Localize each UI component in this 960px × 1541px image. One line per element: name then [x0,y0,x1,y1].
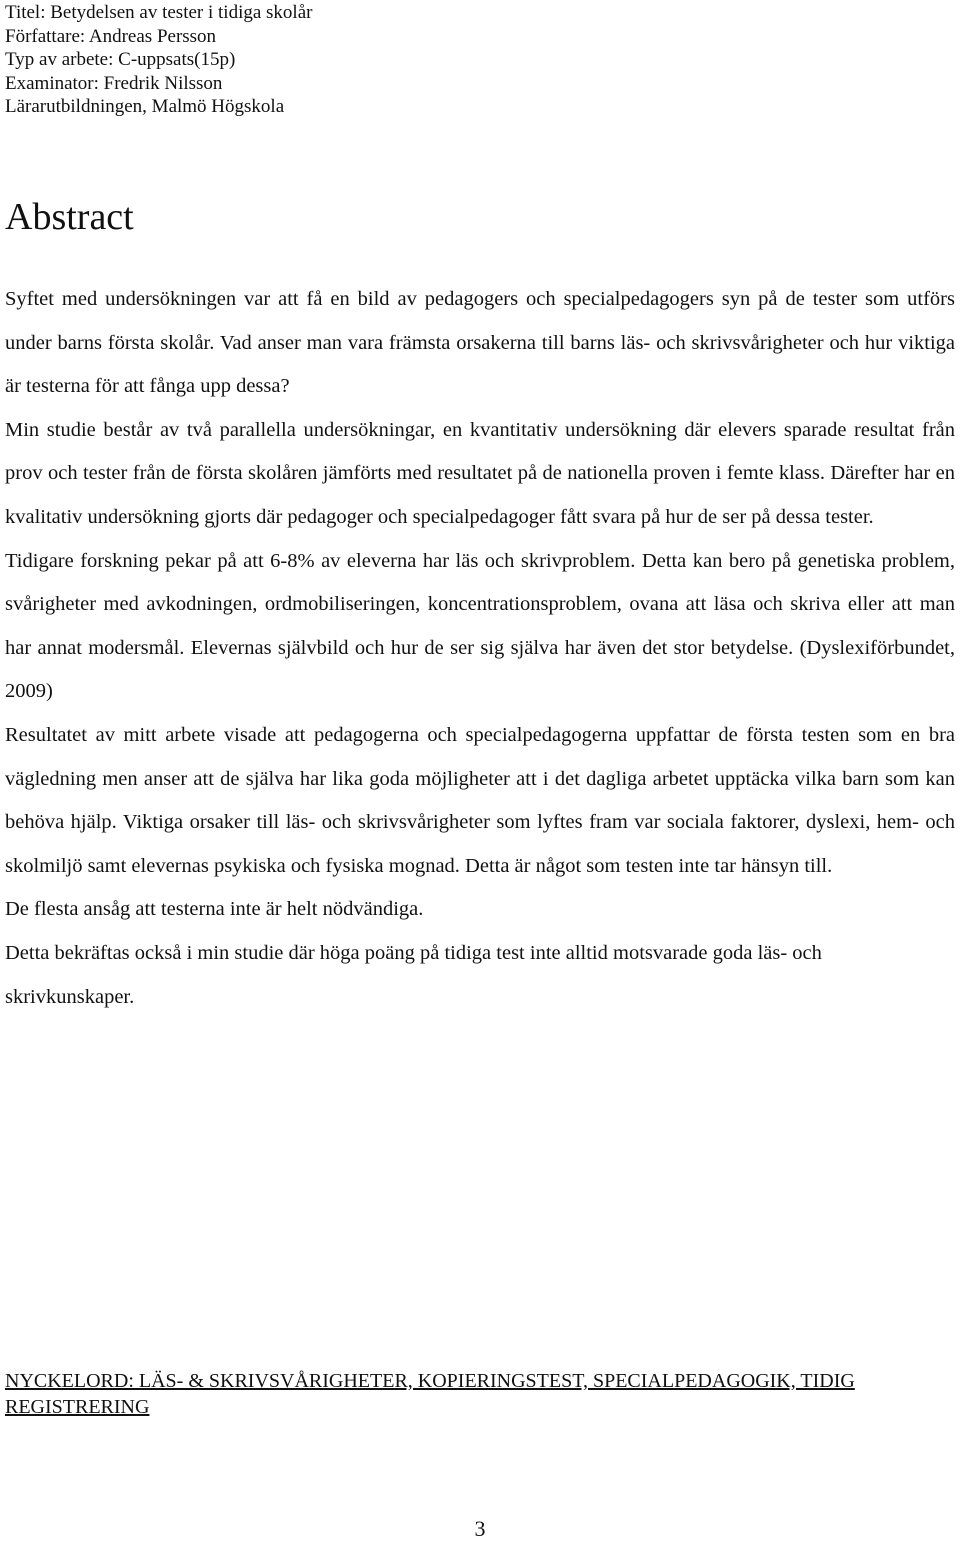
abstract-heading: Abstract [5,196,134,238]
work-type-line: Typ av arbete: C-uppsats(15p) [5,49,236,70]
abstract-paragraph-confirmation: Detta bekräftas också i min studie där höga poäng på tidiga test inte alltid motsvarade goda läs- och skrivkunskaper. [5,941,822,1008]
title-line: Titel: Betydelsen av tester i tidiga skolår [5,2,313,23]
institution-line: Lärarutbildningen, Malmö Högskola [5,96,285,117]
author-line: Författare: Andreas Persson [5,25,217,47]
document-metadata [5,1,312,119]
page-number: 3 [474,1516,486,1541]
abstract-paragraph-purpose: Syftet med undersökningen var att få en bild av pedagogers och specialpedagogers syn på de tester som utförs under barns första skolår. Vad anser man vara främsta orsakerna till barns läs- och skrivsvårigheter och hur viktiga är testerna för att fånga upp dessa? [5,288,955,398]
abstract-body [5,278,955,1019]
abstract-paragraph-results: Resultatet av mitt arbete visade att pedagogerna och specialpedagogerna uppfattar de första testen som en bra vägledning men anser att de själva har lika goda möjligheter att i det dagliga arbetet upptäcka vilka barn som kan behöva hjälp. Viktiga orsaker till läs- och skrivsvårigheter som lyftes fram var sociala faktorer, dyslexi, hem- och skolmiljö samt elevernas psykiska och fysiska mognad. Detta är något som testen inte tar hänsyn till. [5,723,955,877]
abstract-paragraph-background: Tidigare forskning pekar på att 6-8% av eleverna har läs och skrivproblem. Detta kan bero på genetiska problem, svårigheter med avkodningen, ordmobiliseringen, koncentrationsproblem, ovana att läsa och skriva eller att man har annat modersmål. Elevernas självbild och hur de ser sig själva har även det stor betydelse. (Dyslexiförbundet, 2009) [5,549,955,703]
abstract-paragraph-method: Min studie består av två parallella undersökningar, en kvantitativ undersökning där elevers sparade resultat från prov och tester från de första skolåren jämförts med resultatet på de nationella proven i femte klass. Därefter har en kvalitativ undersökning gjorts där pedagoger och specialpedagoger fått svara på hur de ser på dessa tester. [5,418,955,528]
examiner-line: Examinator: Fredrik Nilsson [5,72,223,94]
abstract-paragraph-conclusion: De flesta ansåg att testerna inte är helt nödvändiga. [5,898,424,921]
keywords: NYCKELORD: LÄS- & SKRIVSVÅRIGHETER, KOPIERINGSTEST, SPECIALPEDAGOGIK, TIDIG REGISTRERING [5,1370,855,1418]
